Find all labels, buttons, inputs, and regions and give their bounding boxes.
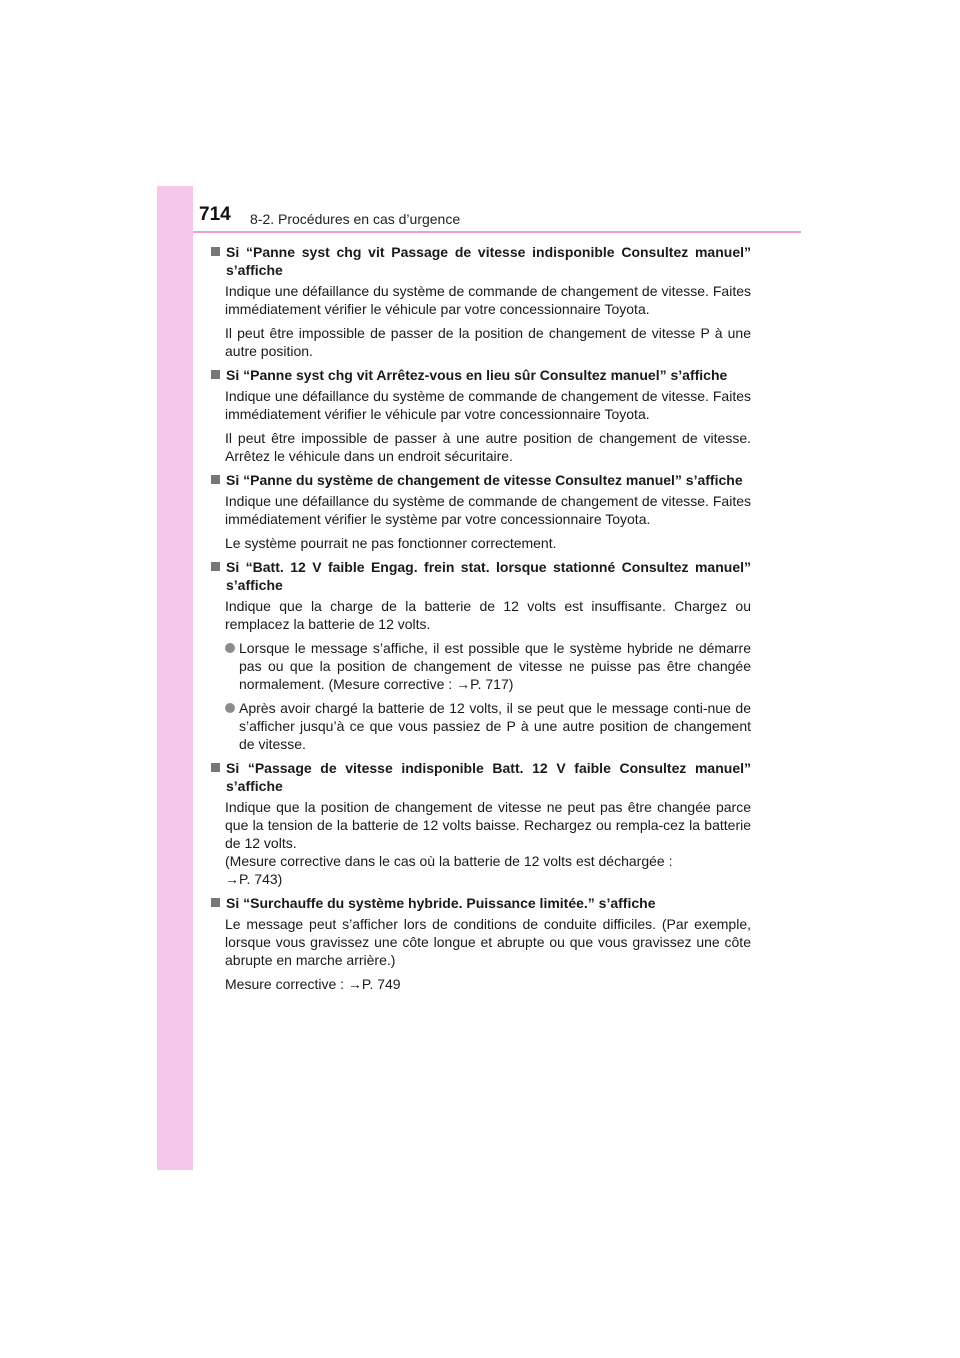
bullet-point: [225, 639, 751, 693]
warning-item: [209, 471, 751, 552]
item-heading-text: Si “Passage de vitesse indisponible Batt. 12 V faible Consultez manuel” s’affiche: [226, 760, 751, 794]
page-content: [209, 243, 751, 999]
bullet-point: [225, 699, 751, 753]
warning-item: [209, 366, 751, 465]
section-title: 8-2. Procédures en cas d’urgence: [250, 211, 461, 227]
bullet-text: Après avoir chargé la batterie de 12 volts, il se peut que le message conti-nue de s’afficher jusqu’à ce que vous passiez de P à une autre position de changement de vitesse.: [239, 700, 751, 752]
item-paragraph: Indique une défaillance du système de commande de changement de vitesse. Faites immédiatement vérifier le véhicule par votre concessionnaire Toyota.: [225, 283, 751, 317]
item-heading-text: Si “Panne syst chg vit Passage de vitesse indisponible Consultez manuel” s’affiche: [226, 244, 751, 278]
item-paragraph: Le système pourrait ne pas fonctionner correctement.: [225, 535, 557, 551]
item-heading: [209, 471, 751, 489]
item-paragraph: Indique que la charge de la batterie de 12 volts est insuffisante. Chargez ou remplacez la batterie de 12 volts.: [225, 598, 751, 632]
item-heading-text: Si “Panne syst chg vit Arrêtez-vous en lieu sûr Consultez manuel” s’affiche: [226, 367, 728, 383]
side-color-band: [157, 186, 193, 1170]
item-heading: [209, 759, 751, 795]
square-bullet-icon: [211, 247, 220, 256]
square-bullet-icon: [211, 898, 220, 907]
bullet-text: Lorsque le message s’affiche, il est possible que le système hybride ne démarre pas ou que la position de changement de vitesse ne puisse pas être changée normalement. (Mesure corrective : →P. 717): [239, 640, 751, 692]
circle-bullet-icon: [225, 643, 235, 653]
item-heading: [209, 894, 751, 912]
item-heading: [209, 558, 751, 594]
item-heading: [209, 366, 751, 384]
item-paragraph: Il peut être impossible de passer à une autre position de changement de vitesse. Arrêtez le véhicule dans un endroit sécuritaire.: [225, 430, 751, 464]
square-bullet-icon: [211, 475, 220, 484]
item-heading: [209, 243, 751, 279]
square-bullet-icon: [211, 763, 220, 772]
warning-item: [209, 759, 751, 888]
square-bullet-icon: [211, 370, 220, 379]
item-paragraph: Mesure corrective : →P. 749: [225, 976, 401, 992]
warning-item: [209, 894, 751, 993]
warning-item: [209, 243, 751, 360]
header-divider: [193, 231, 801, 233]
item-heading-text: Si “Panne du système de changement de vitesse Consultez manuel” s’affiche: [226, 472, 743, 488]
item-heading-text: Si “Surchauffe du système hybride. Puissance limitée.” s’affiche: [226, 895, 656, 911]
item-paragraph: Indique que la position de changement de vitesse ne peut pas être changée parce que la tension de la batterie de 12 volts baisse. Rechargez ou rempla-cez la batterie de 12 volts. (Mesure corrective dans le cas où la batterie de 12 volts est déchargée : →P. 743): [225, 799, 751, 887]
item-heading-text: Si “Batt. 12 V faible Engag. frein stat. lorsque stationné Consultez manuel” s’affiche: [226, 559, 751, 593]
item-paragraph: Indique une défaillance du système de commande de changement de vitesse. Faites immédiatement vérifier le véhicule par votre concessionnaire Toyota.: [225, 388, 751, 422]
warning-item: [209, 558, 751, 753]
item-paragraph: Le message peut s’afficher lors de conditions de conduite difficiles. (Par exemple, lorsque vous gravissez une côte longue et abrupte ou que vous gravissez une côte abrupte en marche arrière.): [225, 916, 751, 968]
circle-bullet-icon: [225, 703, 235, 713]
page-number: 714: [199, 204, 231, 225]
item-paragraph: Indique une défaillance du système de commande de changement de vitesse. Faites immédiatement vérifier le système par votre concessionnaire Toyota.: [225, 493, 751, 527]
item-paragraph: Il peut être impossible de passer de la position de changement de vitesse P à une autre position.: [225, 325, 751, 359]
square-bullet-icon: [211, 562, 220, 571]
